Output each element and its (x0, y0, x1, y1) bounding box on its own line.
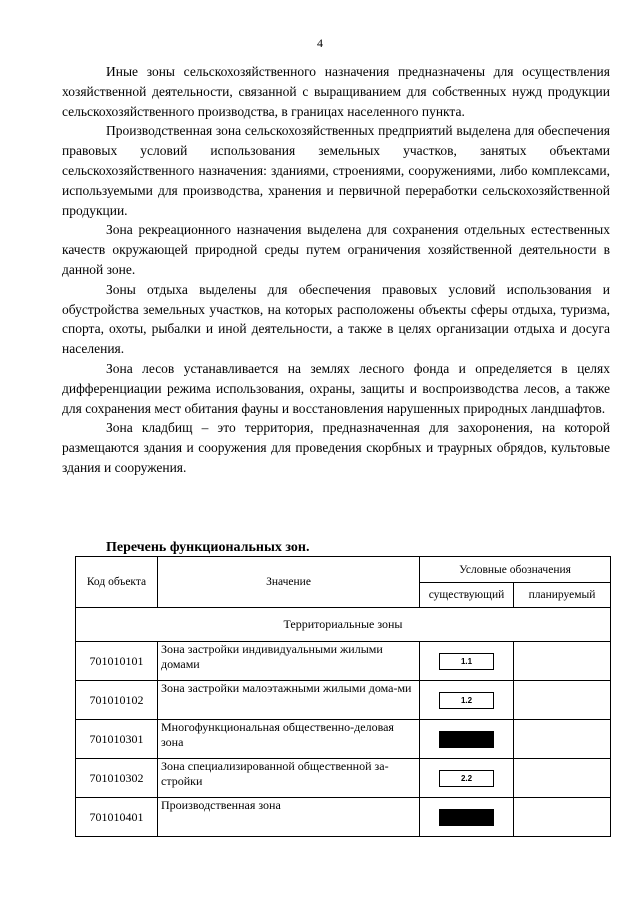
zone-symbol-swatch: 1.2 (439, 692, 494, 709)
paragraph-forest-zone: Зона лесов устанавливается на землях лесного фонда и определяется в целях дифференциации режима использования, охраны, защиты и воспроизводства лесов, а также для сохранения мест обитания фауны и восстановления нарушенных природных ландшафтов. (62, 360, 610, 416)
existing-symbol-cell (420, 798, 514, 837)
functional-zones-table (75, 556, 611, 837)
header-code: Код объекта (76, 557, 158, 608)
planned-symbol-cell (514, 681, 611, 720)
planned-symbol-cell (514, 798, 611, 837)
paragraph-agricultural-production-zone: Производственная зона сельскохозяйственных предприятий выделена для обеспечения правовых условий использования земельных участков, занятых объектами сельскохозяйственного назначения: зданиями, строениями, сооружениями, либо комплексами, используемыми для производства, хранения и первичной переработки сельскохозяйственной продукции. (62, 123, 610, 218)
planned-symbol-cell (514, 642, 611, 681)
page-number: 4 (317, 36, 323, 50)
section-title: Территориальные зоны (76, 608, 611, 642)
paragraph-recreational-zone: Зона рекреационного назначения выделена для сохранения отдельных естественных качеств окружающей природной среды путем ограничения хозяйственной деятельности в данной зоне. (62, 222, 610, 277)
zone-value: Производственная зона (158, 798, 420, 837)
zone-symbol-swatch (439, 731, 494, 748)
paragraph-other-agricultural-zones: Иные зоны сельскохозяйственного назначения предназначены для осуществления хозяйственной деятельности, связанной с выращиванием для собственных нужд продукции сельскохозяйственного производства, в границах населенного пункта. (62, 64, 610, 119)
header-value: Значение (158, 557, 420, 608)
table-header-row (76, 557, 611, 583)
existing-symbol-cell (420, 681, 514, 720)
zone-value: Зона специализированной общественной за-стройки (158, 759, 420, 798)
table-row (76, 681, 611, 720)
header-existing: существующий (420, 583, 514, 608)
zone-code: 701010302 (76, 759, 158, 798)
header-symbols: Условные обозначения (420, 557, 611, 583)
table-row (76, 759, 611, 798)
zone-code: 701010102 (76, 681, 158, 720)
existing-symbol-cell (420, 759, 514, 798)
table-title: Перечень функциональных зон. (106, 540, 310, 555)
zone-value: Многофункциональная общественно-деловая зона (158, 720, 420, 759)
planned-symbol-cell (514, 720, 611, 759)
zone-code: 701010101 (76, 642, 158, 681)
zone-value: Зона застройки малоэтажными жилыми дома-ми (158, 681, 420, 720)
planned-symbol-cell (514, 759, 611, 798)
header-planned: планируемый (514, 583, 611, 608)
paragraph-cemetery-zone: Зона кладбищ – это территория, предназначенная для захоронения, на которой размещаются здания и сооружения для проведения скорбных и траурных обрядов, культовые здания и сооружения. (62, 420, 610, 475)
table-row (76, 720, 611, 759)
existing-symbol-cell (420, 642, 514, 681)
table-row (76, 798, 611, 837)
zone-code: 701010401 (76, 798, 158, 837)
zone-code: 701010301 (76, 720, 158, 759)
zone-symbol-swatch (439, 809, 494, 826)
table-row (76, 642, 611, 681)
table-section-row (76, 608, 611, 642)
existing-symbol-cell (420, 720, 514, 759)
zone-symbol-swatch: 1.1 (439, 653, 494, 670)
zone-symbol-swatch: 2.2 (439, 770, 494, 787)
body-text (62, 62, 610, 478)
zone-value: Зона застройки индивидуальными жилыми домами (158, 642, 420, 681)
paragraph-leisure-zones: Зоны отдыха выделены для обеспечения правовых условий использования и обустройства земельных участков, на которых расположены объекты сферы отдыха, туризма, спорта, охоты, рыбалки и иной деятельности, а также в целях организации отдыха и досуга населения. (62, 281, 610, 357)
